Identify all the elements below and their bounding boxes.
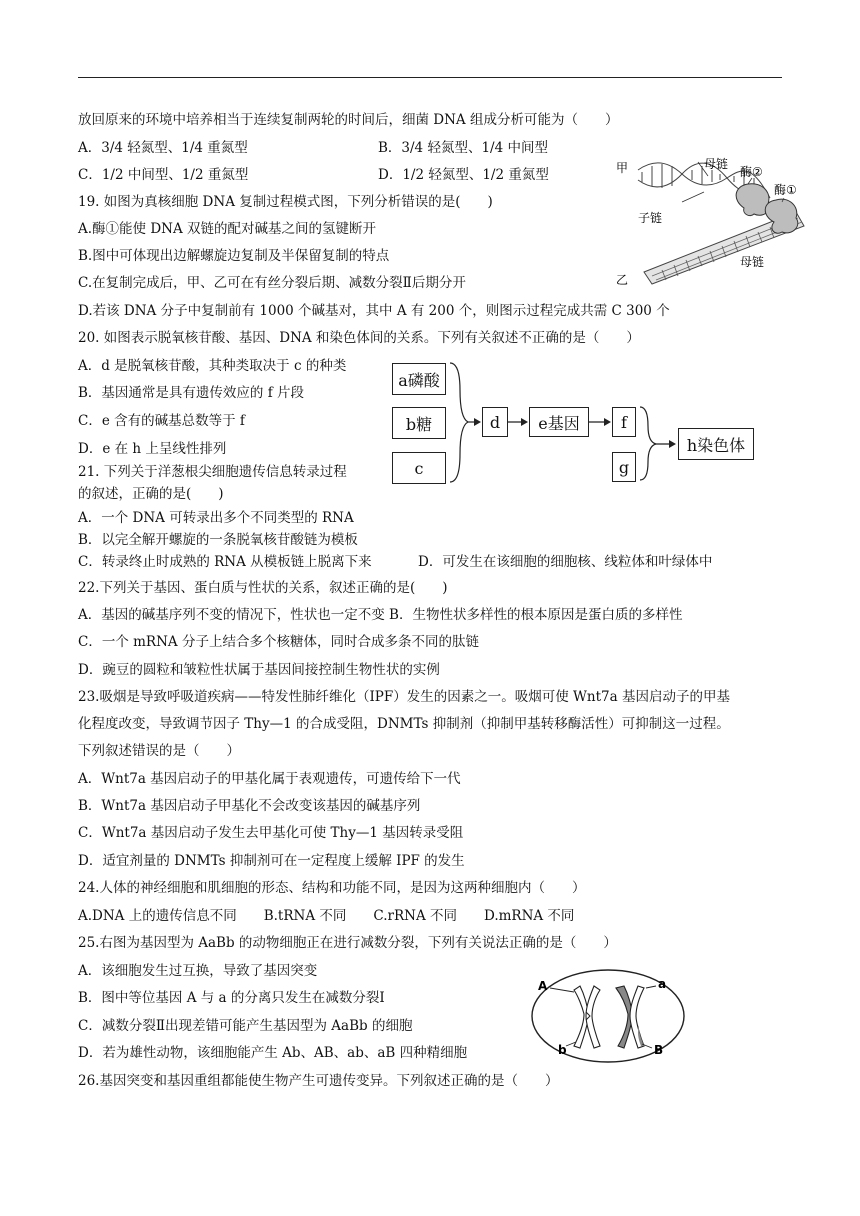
q18-option-b: B．3/4 轻氮型、1/4 中间型 bbox=[378, 140, 548, 156]
box-c: c bbox=[392, 452, 446, 484]
q21-stem-line2: 的叙述，正确的是( ) bbox=[78, 486, 224, 502]
q18-option-c: C．1/2 中间型、1/2 重氮型 bbox=[78, 167, 249, 183]
label-enzyme-2: 酶② bbox=[740, 165, 763, 179]
gene-label-B: B bbox=[654, 1043, 664, 1057]
q20-option-d: D．e 在 h 上呈线性排列 bbox=[78, 441, 227, 457]
q25-option-b: B．图中等位基因 A 与 a 的分离只发生在减数分裂Ⅰ bbox=[78, 990, 385, 1006]
gene-label-b: b bbox=[558, 1043, 567, 1057]
label-jia: 甲 bbox=[616, 161, 629, 175]
box-f: f bbox=[612, 407, 636, 437]
left-chromosome bbox=[574, 986, 600, 1048]
q18-option-d: D．1/2 轻氮型、1/2 重氮型 bbox=[378, 167, 549, 183]
right-chromosome bbox=[616, 986, 644, 1048]
q20-option-c: C．e 含有的碱基总数等于 f bbox=[78, 413, 245, 429]
q23-option-c: C．Wnt7a 基因启动子发生去甲基化可使 Thy—1 基因转录受阻 bbox=[78, 825, 464, 841]
q19-option-c: C.在复制完成后，甲、乙可在有丝分裂后期、减数分裂Ⅱ后期分开 bbox=[78, 275, 466, 291]
q24-stem: 24.人体的神经细胞和肌细胞的形态、结构和功能不同，是因为这两种细胞内（ ） bbox=[78, 880, 586, 896]
q19-option-d: D.若该 DNA 分子中复制前有 1000 个碱基对，其中 A 有 200 个，则图示过程完成共需 C 300 个 bbox=[78, 303, 670, 319]
header-rule bbox=[78, 77, 782, 78]
q18-option-a: A．3/4 轻氮型、1/4 重氮型 bbox=[78, 140, 248, 156]
label-parent-strand-bottom: 母链 bbox=[740, 255, 765, 269]
box-b-sugar: b糖 bbox=[392, 407, 446, 439]
q21-option-b: B．以完全解开螺旋的一条脱氧核苷酸链为模板 bbox=[78, 532, 358, 548]
q21-option-a: A．一个 DNA 可转录出多个不同类型的 RNA bbox=[78, 510, 354, 526]
q20-stem: 20. 如图表示脱氧核苷酸、基因、DNA 和染色体间的关系。下列有关叙述不正确的是（ ） bbox=[78, 330, 640, 346]
box-h-chromosome: h染色体 bbox=[678, 428, 754, 460]
box-e-gene: e基因 bbox=[529, 407, 589, 437]
q20-option-b: B．基因通常是具有遗传效应的 f 片段 bbox=[78, 385, 304, 401]
q24-options: A.DNA 上的遗传信息不同 B.tRNA 不同 C.rRNA 不同 D.mRNA 不同 bbox=[78, 908, 575, 924]
q23-option-a: A．Wnt7a 基因启动子的甲基化属于表观遗传，可遗传给下一代 bbox=[78, 771, 461, 787]
q19-stem: 19. 如图为真核细胞 DNA 复制过程模式图，下列分析错误的是( ) bbox=[78, 194, 493, 210]
relationship-diagram bbox=[390, 360, 790, 490]
q21-option-c: C．转录终止时成熟的 RNA 从模板链上脱离下来 bbox=[78, 554, 372, 570]
q23-option-b: B．Wnt7a 基因启动子甲基化不会改变该基因的碱基序列 bbox=[78, 798, 421, 814]
q25-stem: 25.右图为基因型为 AaBb 的动物细胞正在进行减数分裂，下列有关说法正确的是（ ） bbox=[78, 935, 617, 951]
q26-stem: 26.基因突变和基因重组都能使生物产生可遗传变异。下列叙述正确的是（ ） bbox=[78, 1073, 559, 1089]
box-a-phosphate: a磷酸 bbox=[392, 363, 446, 395]
q18-stem-continued: 放回原来的环境中培养相当于连续复制两轮的时间后，细菌 DNA 组成分析可能为（ ） bbox=[78, 112, 619, 128]
q22-option-ab: A．基因的碱基序列不变的情况下，性状也一定不变 B．生物性状多样性的根本原因是蛋白质的多样性 bbox=[78, 607, 683, 623]
q23-stem-line2: 化程度改变，导致调节因子 Thy—1 的合成受阻，DNMTs 抑制剂（抑制甲基转移酶活性）可抑制这一过程。 bbox=[78, 716, 730, 732]
q19-option-b: B.图中可体现出边解螺旋边复制及半保留复制的特点 bbox=[78, 248, 390, 264]
box-d: d bbox=[482, 407, 508, 437]
q20-option-a: A．d 是脱氧核苷酸，其种类取决于 c 的种类 bbox=[78, 358, 347, 374]
q22-stem: 22.下列关于基因、蛋白质与性状的关系，叙述正确的是( ) bbox=[78, 580, 448, 596]
q23-stem-line1: 23.吸烟是导致呼吸道疾病——特发性肺纤维化（IPF）发生的因素之一。吸烟可使 Wnt7a 基因启动子的甲基 bbox=[78, 689, 730, 705]
meiosis-cell-figure bbox=[528, 966, 688, 1066]
label-yi: 乙 bbox=[616, 273, 629, 287]
q21-stem-line1: 21. 下列关于洋葱根尖细胞遗传信息转录过程 bbox=[78, 464, 347, 480]
gene-label-A: A bbox=[538, 979, 548, 993]
label-daughter-strand: 子链 bbox=[638, 211, 663, 225]
q23-stem-line3: 下列叙述错误的是（ ） bbox=[78, 743, 240, 759]
q23-option-d: D．适宜剂量的 DNMTs 抑制剂可在一定程度上缓解 IPF 的发生 bbox=[78, 853, 465, 869]
label-enzyme-1: 酶① bbox=[774, 183, 797, 197]
q25-option-a: A．该细胞发生过互换，导致了基因突变 bbox=[78, 963, 318, 979]
diagram-connectors bbox=[390, 360, 790, 490]
enzyme-2-shape bbox=[736, 184, 769, 216]
box-g: g bbox=[612, 452, 636, 482]
q21-option-d: D．可发生在该细胞的细胞核、线粒体和叶绿体中 bbox=[418, 554, 713, 570]
q25-option-d: D．若为雄性动物，该细胞能产生 Ab、AB、ab、aB 四种精细胞 bbox=[78, 1045, 468, 1061]
label-parent-strand-top: 母链 bbox=[704, 157, 729, 171]
dna-replication-figure bbox=[612, 152, 842, 292]
q22-option-d: D．豌豆的圆粒和皱粒性状属于基因间接控制生物性状的实例 bbox=[78, 662, 440, 678]
q25-option-c: C．减数分裂Ⅱ出现差错可能产生基因型为 AaBb 的细胞 bbox=[78, 1018, 413, 1034]
q22-option-c: C．一个 mRNA 分子上结合多个核糖体，同时合成多条不同的肽链 bbox=[78, 634, 479, 650]
q19-option-a: A.酶①能使 DNA 双链的配对碱基之间的氢键断开 bbox=[78, 221, 377, 237]
gene-label-a: a bbox=[658, 977, 667, 991]
